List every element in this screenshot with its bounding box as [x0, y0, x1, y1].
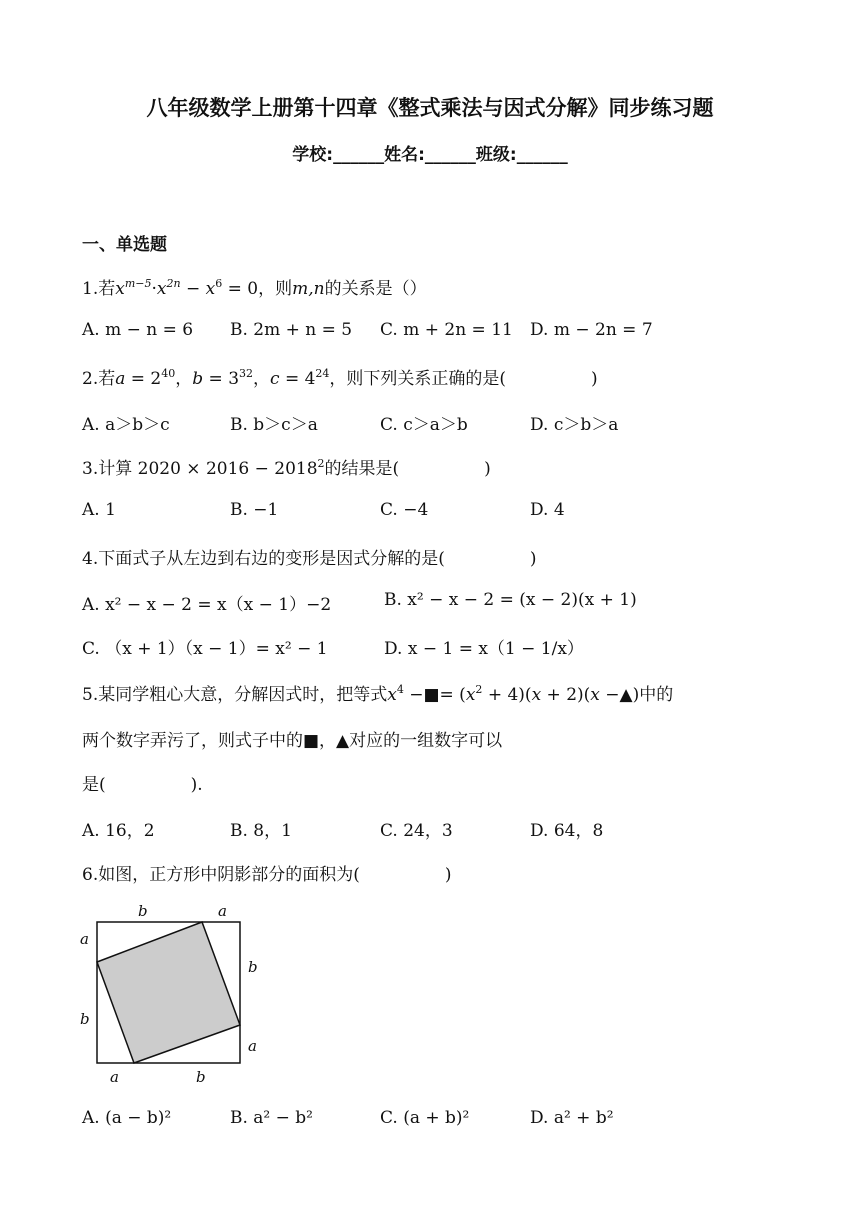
option-c: C. m + 2n = 11	[380, 320, 513, 340]
question-5-stem-line3: 是( ).	[82, 775, 203, 795]
option-b: B. x² − x − 2 = (x − 2)(x + 1)	[384, 590, 637, 610]
label-left-a: a	[80, 930, 89, 948]
option-c: C. （x + 1）（x − 1）= x² − 1	[82, 639, 328, 659]
label-right-b: b	[248, 958, 258, 976]
option-d: D. 64，8	[530, 821, 604, 841]
option-c: C. −4	[380, 500, 429, 520]
question-6-stem: 6.如图，正方形中阴影部分的面积为( )	[82, 865, 452, 885]
option-d: D. m − 2n = 7	[530, 320, 653, 340]
shaded-square	[97, 922, 240, 1063]
page-title: 八年级数学上册第十四章《整式乘法与因式分解》同步练习题	[146, 96, 714, 120]
option-a: A. a＞b＞c	[82, 415, 170, 435]
option-b: B. b＞c＞a	[230, 415, 318, 435]
option-c: C. 24，3	[380, 821, 453, 841]
option-d: D. 4	[530, 500, 565, 520]
school-info-line: 学校:______姓名:______班级:______	[292, 145, 568, 165]
question-4-stem: 4.下面式子从左边到右边的变形是因式分解的是( )	[82, 549, 537, 569]
label-bottom-b: b	[196, 1068, 206, 1086]
question-2-stem: 2.若$a = 2^{40}$，$b = 3^{32}$，$c = 4^{24}$，则下列关系正确的是( )	[82, 367, 598, 389]
option-b: B. 8，1	[230, 821, 292, 841]
square-figure	[70, 896, 280, 1090]
question-5-stem-line2: 两个数字弄污了，则式子中的■，▲对应的一组数字可以	[82, 731, 503, 751]
option-d: D. a² + b²	[530, 1108, 614, 1128]
question-1-stem: 1.若$x^{m-5}\cdot x^{2n} - x^6 = 0$，则m,n的关系是（）	[82, 277, 427, 299]
question-3-stem: 3.计算 $2020 \times 2016 - 2018^2$的结果是( )	[82, 457, 491, 479]
label-top-b: b	[138, 902, 148, 920]
option-a: A. x² − x − 2 = x（x − 1）−2	[82, 595, 332, 615]
option-b: B. −1	[230, 500, 279, 520]
question-5-stem-line1: 5.某同学粗心大意，分解因式时，把等式$x^4$ −■= $(x^2 + 4)(x + 2)(x$ −▲)中的	[82, 683, 674, 705]
label-left-b: b	[80, 1010, 90, 1028]
option-a: A. m − n = 6	[82, 320, 194, 340]
label-bottom-a: a	[110, 1068, 119, 1086]
option-c: C. (a + b)²	[380, 1108, 470, 1128]
option-c: C. c＞a＞b	[380, 415, 468, 435]
option-b: B. a² − b²	[230, 1108, 313, 1128]
section-heading: 一、单选题	[82, 235, 167, 255]
option-d: D. c＞b＞a	[530, 415, 619, 435]
label-top-a: a	[218, 902, 227, 920]
option-a: A. 16，2	[82, 821, 155, 841]
option-a: A. (a − b)²	[82, 1108, 172, 1128]
label-right-a: a	[248, 1037, 257, 1055]
option-d: D. x − 1 = x（1 − 1/x）	[384, 639, 584, 659]
option-a: A. 1	[82, 500, 116, 520]
option-b: B. 2m + n = 5	[230, 320, 353, 340]
